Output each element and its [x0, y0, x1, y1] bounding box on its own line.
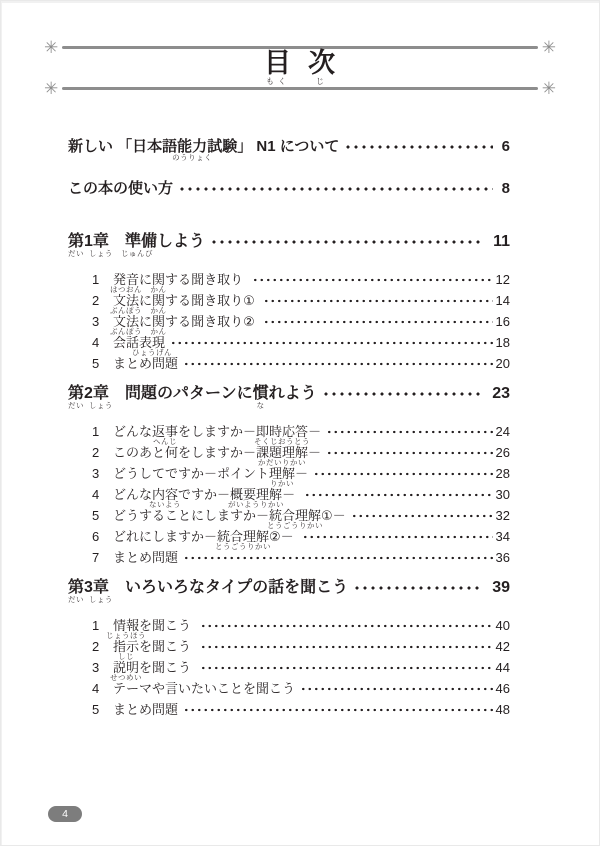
furigana: だい [68, 249, 84, 258]
text-segment: いろいろなタイプの話を聞こう [124, 579, 349, 596]
text-segment: する [165, 314, 192, 329]
furigana: がいようりかい [228, 500, 285, 509]
text-segment: 内容 ないよう [149, 487, 182, 509]
text-segment: 試験」 N1 について [207, 138, 340, 155]
furigana: だい [68, 595, 84, 604]
text-segment: 慣 な [252, 385, 269, 410]
asterisk-ornament: ✳ [541, 37, 556, 57]
asterisk-ornament: ✳ [541, 78, 556, 98]
entry-page-number: 39 [492, 579, 510, 596]
toc-entry [68, 579, 510, 604]
furigana: とうごうりかい [267, 521, 324, 530]
furigana: ひょうげん [132, 348, 173, 357]
furigana: な [256, 401, 265, 410]
text-segment: 統合理解 とうごうりかい [215, 529, 272, 551]
text-segment: 次 じ [308, 48, 336, 86]
furigana: へんじ [153, 437, 178, 446]
text-segment [109, 234, 125, 250]
text-segment: 章 しょう [88, 233, 113, 258]
entry-page-number: 16 [495, 314, 510, 329]
entry-title [68, 138, 340, 162]
text-segment: － [308, 445, 322, 460]
entry-number: 1 [92, 272, 100, 287]
text-segment: 指示 しじ [113, 639, 140, 661]
furigana: ぶんぽう [110, 306, 142, 315]
text-segment: をしますか－ [178, 424, 257, 439]
text-segment: － [282, 487, 299, 502]
furigana: しょう [88, 249, 113, 258]
asterisk-ornament: ✳ [44, 37, 59, 57]
text-segment: 準 じゅん [120, 233, 145, 258]
toc-entry [68, 385, 510, 410]
dot-leader [198, 642, 493, 652]
text-segment: 聞き取り② [191, 314, 259, 329]
page-number: 4 [62, 807, 68, 820]
text-segment: － [308, 424, 322, 439]
text-segment [109, 386, 125, 402]
text-segment: に [139, 314, 153, 329]
entry-page-number: 48 [495, 702, 510, 717]
text-segment: ①－ [321, 508, 346, 523]
entry-page-number: 23 [492, 385, 510, 402]
entry-number: 4 [92, 681, 100, 696]
toc-entry [68, 508, 510, 530]
furigana: かん [150, 306, 167, 315]
entry-title [113, 424, 322, 446]
dot-leader [298, 684, 493, 694]
entry-number: 1 [92, 618, 100, 633]
text-segment: どうすることにしますか－ [113, 508, 270, 523]
toc-entry [68, 233, 510, 258]
furigana: そくじおうとう [254, 437, 311, 446]
text-segment: 新しい 「日本語 [68, 138, 178, 155]
text-segment: 返事 へんじ [152, 424, 179, 446]
entry-page-number: 26 [495, 445, 510, 460]
furigana: かだいりかい [258, 458, 307, 467]
entry-title [113, 508, 346, 530]
dot-leader [198, 621, 493, 631]
entry-title [113, 703, 178, 716]
text-segment: テーマや言いたいことを聞こう [113, 681, 296, 696]
toc-entry [68, 293, 510, 315]
entry-number: 2 [92, 445, 100, 460]
text-segment: 文法 ぶんぽう [110, 293, 142, 315]
page-number-badge [48, 806, 82, 822]
entry-number: 5 [92, 508, 100, 523]
text-segment: どんな [113, 424, 153, 439]
entry-title [106, 618, 195, 640]
text-segment: 会話 [113, 335, 140, 350]
text-segment: 1 [84, 233, 93, 250]
furigana: び [144, 249, 153, 258]
text-segment: しよう [156, 233, 205, 250]
furigana: じょうほう [106, 631, 146, 640]
horizontal-rule [62, 87, 538, 90]
entry-number: 3 [92, 314, 100, 329]
toc-entry [68, 660, 510, 682]
text-segment: 問題のパターンに [124, 385, 253, 402]
entry-title [68, 385, 317, 410]
text-segment: まとめ問題 [113, 550, 179, 565]
entry-page-number: 28 [495, 466, 510, 481]
toc-entry [68, 551, 510, 564]
text-segment: 2 [84, 385, 93, 402]
entry-title [68, 233, 205, 258]
text-segment: する [165, 272, 192, 287]
entry-page-number: 12 [495, 272, 510, 287]
dot-leader [320, 389, 484, 399]
text-segment: － [295, 466, 309, 481]
entry-number: 4 [92, 335, 100, 350]
text-segment: どうしてですか－ポイント [113, 466, 270, 481]
dot-leader [261, 296, 492, 306]
toc-entry [68, 487, 510, 509]
text-segment: 文法 ぶんぽう [110, 314, 142, 336]
entry-title [113, 487, 299, 509]
toc-entry [68, 639, 510, 661]
furigana: ないよう [149, 500, 182, 509]
text-segment: ②－ [269, 529, 298, 544]
furigana: とうごうりかい [215, 542, 272, 551]
text-segment: どれにしますか－ [113, 529, 218, 544]
furigana: りかい [270, 479, 295, 488]
text-segment: 情報 じょうほう [106, 618, 146, 640]
entry-page-number: 40 [495, 618, 510, 633]
text-segment: 第 だい [68, 385, 85, 410]
entry-page-number: 24 [495, 424, 510, 439]
toc-entry [68, 445, 510, 467]
furigana: だい [68, 401, 84, 410]
toc-entry [68, 424, 510, 446]
text-segment: 関 かん [150, 293, 167, 315]
text-segment: まとめ問題 [113, 702, 179, 717]
text-segment: 能力 のうりょく [172, 138, 213, 162]
text-segment: れよう [268, 385, 317, 402]
entry-number: 5 [92, 702, 100, 717]
toc-entry [68, 466, 510, 488]
entry-page-number: 42 [495, 639, 510, 654]
chapter-block [68, 234, 510, 370]
text-segment: 聞き取り① [191, 293, 259, 308]
text-segment: ですか－ [178, 487, 231, 502]
entry-number: 3 [92, 660, 100, 675]
entry-number: 1 [92, 424, 100, 439]
entry-title [110, 314, 259, 336]
entry-title [113, 335, 173, 357]
dot-leader [181, 553, 493, 563]
entry-title [68, 181, 173, 196]
dot-leader [324, 427, 492, 437]
text-segment: 説明 せつめい [110, 660, 142, 682]
entry-title [110, 660, 195, 682]
entry-title [68, 579, 349, 604]
furigana: しじ [118, 652, 134, 661]
text-segment: 3 [84, 579, 93, 596]
text-segment: どんな [113, 487, 153, 502]
text-segment: を聞こう [139, 660, 195, 675]
entry-page-number: 46 [495, 681, 510, 696]
text-segment: 備 び [140, 233, 157, 258]
dot-leader [250, 275, 493, 285]
furigana: じゅん [120, 249, 145, 258]
entry-page-number: 8 [501, 180, 510, 197]
furigana: しょう [88, 595, 113, 604]
text-segment: を聞こう [139, 618, 195, 633]
toc-entry [68, 703, 510, 716]
entry-page-number: 44 [495, 660, 510, 675]
text-segment: に [139, 272, 153, 287]
text-segment: この本の使い方 [68, 180, 174, 197]
entry-title [113, 639, 195, 661]
dot-leader [342, 142, 492, 152]
entry-number: 3 [92, 466, 100, 481]
text-segment: 章 しょう [88, 579, 113, 604]
text-segment [109, 580, 125, 596]
ornament-rule-bottom [44, 78, 556, 98]
entry-title [113, 682, 295, 695]
text-segment: に [139, 293, 153, 308]
entry-number: 7 [92, 550, 100, 565]
text-segment: 即時応答 そくじおうとう [254, 424, 311, 446]
text-segment: 表現 ひょうげん [132, 335, 173, 357]
entry-title [110, 272, 247, 294]
text-segment: 課題理解 かだいりかい [256, 445, 309, 467]
toc-entry [68, 314, 510, 336]
dot-leader [302, 490, 493, 500]
toc-entry [68, 618, 510, 640]
entry-page-number: 30 [495, 487, 510, 502]
text-segment: を聞こう [139, 639, 195, 654]
toc-entry [68, 357, 510, 370]
entry-page-number: 36 [495, 550, 510, 565]
text-segment: まとめ問題 [113, 356, 179, 371]
toc-entry [68, 335, 510, 357]
furigana: せつめい [110, 673, 142, 682]
furigana: じ [316, 77, 328, 86]
dot-leader [181, 705, 493, 715]
asterisk-ornament: ✳ [44, 78, 59, 98]
entry-number: 2 [92, 639, 100, 654]
entry-title [113, 445, 322, 467]
furigana: はつおん [110, 285, 142, 294]
dot-leader [176, 184, 493, 194]
toc-entry [68, 272, 510, 294]
dot-leader [198, 663, 493, 673]
furigana: かん [150, 327, 167, 336]
dot-leader [208, 237, 484, 247]
text-segment: 統合理解 とうごうりかい [267, 508, 324, 530]
toc-entry [68, 181, 510, 196]
furigana: ぶんぽう [110, 327, 142, 336]
entry-page-number: 14 [495, 293, 510, 308]
text-segment: 理解 りかい [269, 466, 296, 488]
entry-page-number: 6 [501, 138, 510, 155]
entry-number: 6 [92, 529, 100, 544]
chapter-block [68, 386, 510, 564]
toc-entry [68, 138, 510, 162]
dot-leader [324, 448, 492, 458]
entry-title [113, 551, 178, 564]
entry-page-number: 20 [495, 356, 510, 371]
horizontal-rule [62, 46, 538, 49]
entry-number: 5 [92, 356, 100, 371]
dot-leader [300, 532, 492, 542]
dot-leader [351, 583, 483, 593]
text-segment: 章 しょう [88, 385, 113, 410]
entry-page-number: 32 [495, 508, 510, 523]
entry-title [113, 357, 178, 370]
entry-title [110, 293, 259, 315]
text-segment: 発音 はつおん [110, 272, 142, 294]
text-segment: 概要理解 がいようりかい [228, 487, 285, 509]
furigana: のうりょく [172, 153, 213, 162]
furigana: しょう [88, 401, 113, 410]
furigana: もく [266, 77, 290, 86]
chapter-block [68, 580, 510, 716]
furigana: かん [150, 285, 167, 294]
text-segment: 関 かん [150, 272, 167, 294]
text-segment: 第 だい [68, 579, 85, 604]
dot-leader [311, 469, 492, 479]
entry-page-number: 34 [495, 529, 510, 544]
text-segment: 第 だい [68, 233, 85, 258]
entry-page-number: 18 [495, 335, 510, 350]
dot-leader [168, 338, 493, 348]
text-segment: 聞き取り [191, 272, 247, 287]
toc-list [68, 139, 510, 732]
entry-title [113, 466, 309, 488]
entry-page-number: 11 [493, 233, 510, 250]
entry-number: 4 [92, 487, 100, 502]
text-segment: 目 もく [264, 48, 292, 86]
dot-leader [181, 359, 493, 369]
dot-leader [261, 317, 492, 327]
page-title [0, 48, 600, 86]
entry-title [113, 529, 298, 551]
entry-number: 2 [92, 293, 100, 308]
text-segment: する [165, 293, 192, 308]
toc-entry [68, 682, 510, 695]
toc-entry [68, 529, 510, 551]
text-segment: 関 かん [150, 314, 167, 336]
text-segment: このあと何をしますか－ [113, 445, 257, 460]
dot-leader [349, 511, 493, 521]
